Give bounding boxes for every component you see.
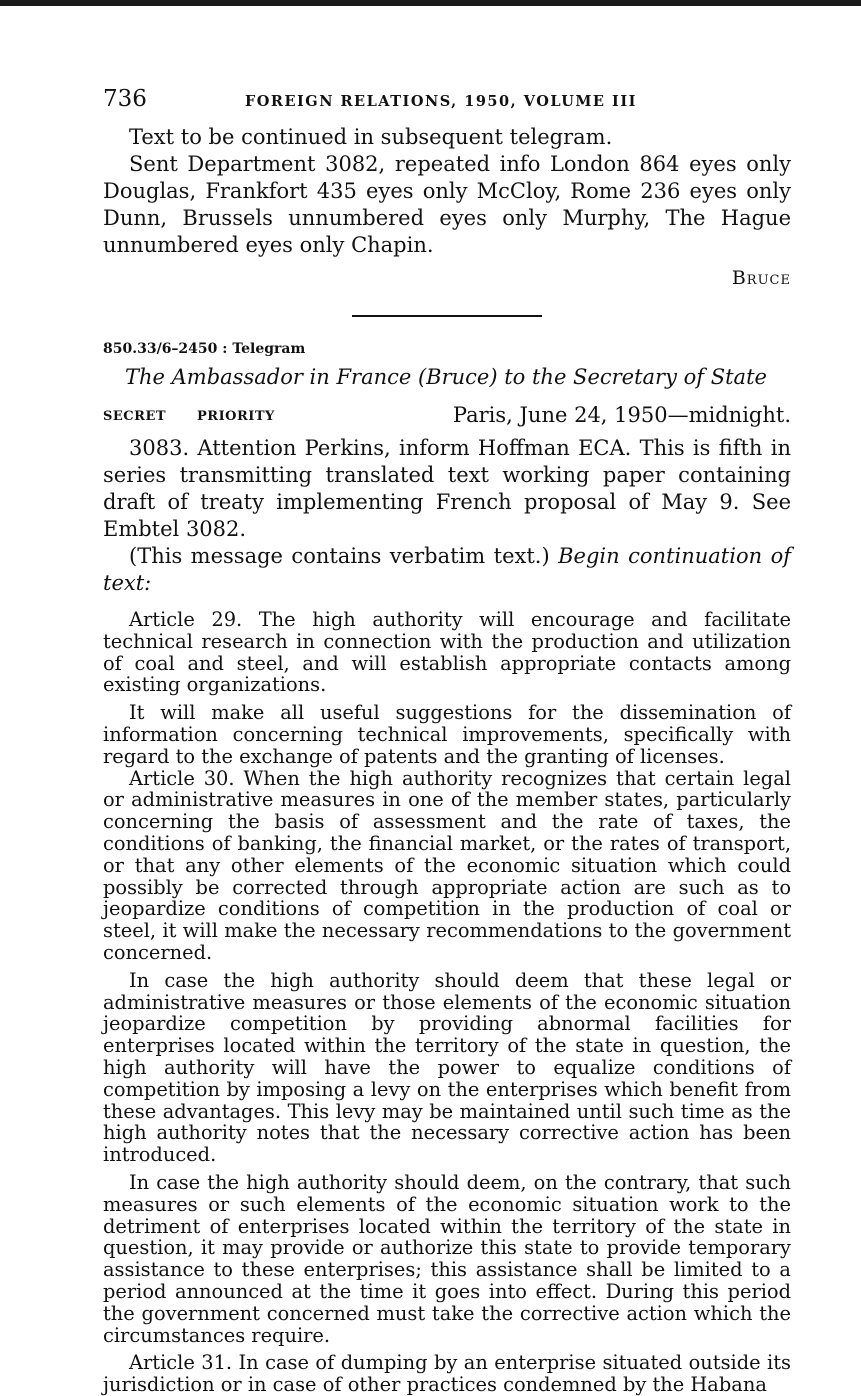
article-30-para-2: In case the high authority should deem that these legal or administrative measures or those elements of the economic situation jeopardize competition by providing abnormal facilities for enterprises located within the territory of the state in question, the high authority will have the power to equalize conditions of competition by imposing a levy on the enterprises which benefit from these advantages. This levy may be maintained until such time as the high authority notes that the necessary corrective action has been introduced. bbox=[103, 968, 791, 1167]
classification-priority: PRIORITY bbox=[197, 409, 275, 424]
page-header bbox=[103, 86, 791, 120]
signature-text: Bruce bbox=[731, 267, 791, 289]
page-number: 736 bbox=[103, 86, 147, 112]
dateline: Paris, June 24, 1950—midnight. bbox=[452, 403, 791, 427]
dateline-row bbox=[103, 403, 791, 435]
document-title: The Ambassador in France (Bruce) to the Secretary of State bbox=[125, 365, 767, 389]
article-29: Article 29. The high authority will encourage and facilitate technical research in connection with the production and utilization of coal and steel, and will establish appropriate contacts among existing organizations. bbox=[103, 608, 791, 697]
telegram-note bbox=[103, 543, 791, 597]
article-30-para-3: In case the high authority should deem, on the contrary, that such measures or such elements of the economic situation work to the detriment of enterprises located within the territory of the state in question, it may provide or authorize this state to provide temporary assistance to these enterprises; this assistance shall be limited to a period announced at the time it goes into effect. During this period the government concerned must take the corrective action which the circumstances require. bbox=[103, 1170, 791, 1347]
treaty-text bbox=[103, 609, 791, 1396]
signature bbox=[103, 267, 791, 289]
section-divider bbox=[352, 315, 542, 317]
note-plain: (This message contains verbatim text.) bbox=[129, 544, 559, 568]
article-29-cont: It will make all useful suggestions for the dissemination of information concerning technical improvements, specifically with regard to the exchange of patents and the granting of licenses. bbox=[103, 701, 791, 768]
document-page bbox=[103, 86, 791, 1396]
continuation-note: Text to be continued in subsequent telegram. bbox=[129, 125, 613, 149]
telegram-intro: 3083. Attention Perkins, inform Hoffman ECA. This is fifth in series transmitting translated text working paper containing draft of treaty implementing French proposal of May 9. See Embtel 3082. bbox=[103, 436, 791, 541]
classification-secret: SECRET bbox=[103, 409, 167, 424]
top-border bbox=[0, 0, 861, 6]
distribution-paragraph: Sent Department 3082, repeated info London 864 eyes only Douglas, Frankfort 435 eyes only McCloy, Rome 236 eyes only Dunn, Brussels unnumbered eyes only Murphy, The Hague unnumbered eyes only Chapin. bbox=[103, 152, 791, 257]
article-30: Article 30. When the high authority recognizes that certain legal or administrative measures in one of the member states, particularly concerning the basis of assessment and the rate of taxes, the conditions of banking, the financial market, or the rates of transport, or that any other elements of the economic situation which could possibly be corrected through appropriate action are such as to jeopardize conditions of competition in the production of coal or steel, it will make the necessary recommendations to the government concerned. bbox=[103, 766, 791, 964]
running-head: FOREIGN RELATIONS, 1950, VOLUME III bbox=[245, 93, 637, 110]
document-id: 850.33/6–2450 : Telegram bbox=[103, 341, 306, 357]
article-31: Article 31. In case of dumping by an enterprise situated outside its jurisdiction or in case of other practices condemned by the Habana bbox=[103, 1351, 791, 1396]
note-italic: Begin continuation of text: bbox=[103, 544, 791, 595]
